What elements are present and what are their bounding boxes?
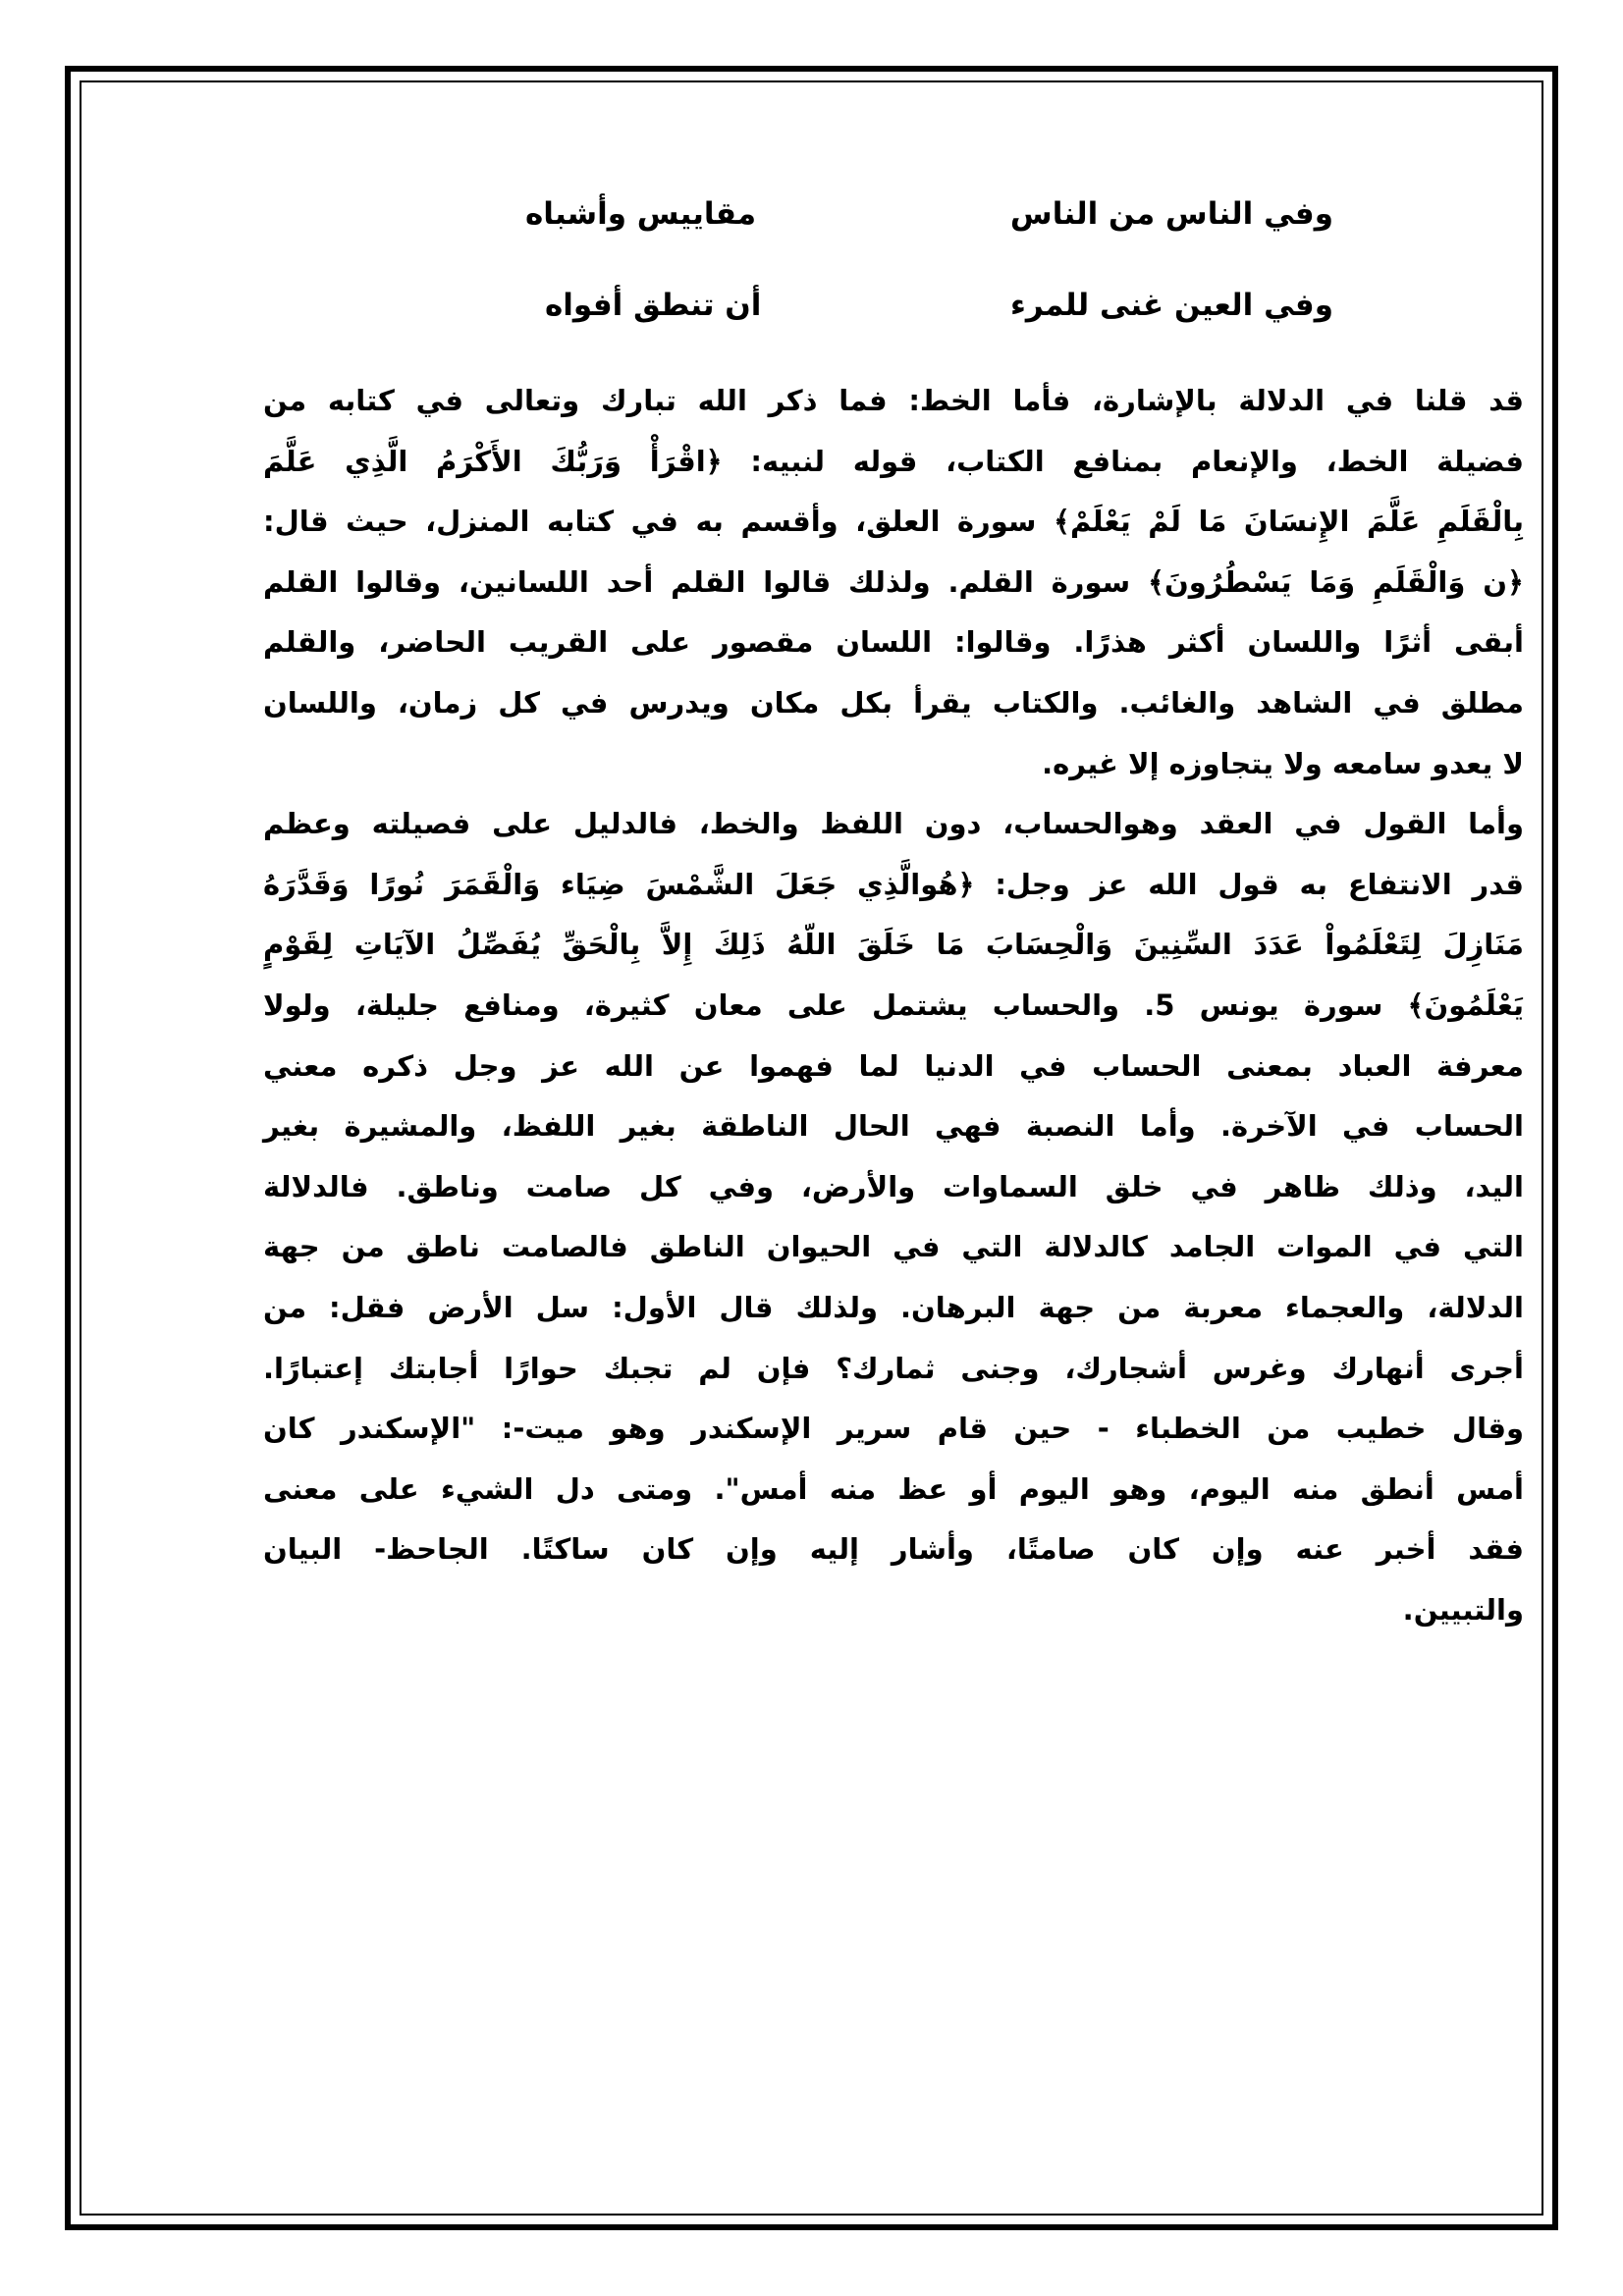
- text-line: الدلالة، والعجماء معربة من جهة البرهان. ولذلك قال الأول: سل الأرض فقل: من: [263, 1290, 1524, 1324]
- poem-second-hemistich: أن تنطق أفواه: [545, 288, 762, 323]
- text-line: والتبيين.: [1402, 1592, 1524, 1627]
- text-line: لا يعدو سامعه ولا يتجاوزه إلا غيره.: [1042, 746, 1524, 780]
- text-line: فضيلة الخط، والإنعام بمنافع الكتاب، قوله لنبيه: ﴿اقْرَأْ وَرَبُّكَ الأَكْرَمُ الَّذِي عَلَّمَ: [263, 444, 1524, 478]
- paragraph: [263, 371, 1524, 794]
- poem-second-hemistich: مقاييس وأشباه: [525, 196, 757, 232]
- text-line: التي في الموات الجامد كالدلالة التي في الحيوان الناطق فالصامت ناطق من جهة: [263, 1230, 1524, 1264]
- text-line: وقال خطيب من الخطباء - حين قام سرير الإسكندر وهو ميت-: "الإسكندر كان: [263, 1412, 1524, 1446]
- text-line: أبقى أثرًا واللسان أكثر هذرًا. وقالوا: اللسان مقصور على القريب الحاضر، والقلم: [263, 625, 1524, 660]
- text-line: ﴿ن وَالْقَلَمِ وَمَا يَسْطُرُونَ﴾ سورة القلم. ولذلك قالوا القلم أحد اللسانين، وقالوا القلم: [263, 564, 1524, 599]
- poem-line: [0, 288, 1623, 379]
- body-text: [263, 371, 1524, 1640]
- text-line: فقد أخبر عنه وإن كان صامتًا، وأشار إليه وإن كان ساكتًا. الجاحظ- البيان: [263, 1532, 1524, 1567]
- text-line: قد قلنا في الدلالة بالإشارة، فأما الخط: فما ذكر الله تبارك وتعالى في كتابه من: [263, 384, 1524, 417]
- text-line: بِالْقَلَمِ عَلَّمَ الإِنسَانَ مَا لَمْ يَعْلَمْ﴾ سورة العلق، وأقسم به في كتابه المنزل، حيث قال:: [263, 505, 1524, 539]
- text-line: مطلق في الشاهد والغائب. والكتاب يقرأ بكل مكان ويدرس في كل زمان، واللسان: [263, 685, 1524, 720]
- poem-first-hemistich: وفي الناس من الناس: [1009, 196, 1333, 232]
- text-line: معرفة العباد بمعنى الحساب في الدنيا لما فهموا عن الله عز وجل ذكره معني: [263, 1048, 1524, 1083]
- text-line: وأما القول في العقد وهوالحساب، دون اللفظ والخط، فالدليل على فصيلته وعظم: [263, 807, 1524, 841]
- text-line: يَعْلَمُونَ﴾ سورة يونس 5. والحساب يشتمل على معان كثيرة، ومنافع جليلة، ولولا: [263, 988, 1524, 1022]
- poem-first-hemistich: وفي العين غنى للمرء: [1009, 288, 1333, 323]
- poem-line: [0, 196, 1623, 288]
- poem-verse: [0, 196, 1623, 379]
- text-line: قدر الانتفاع به قول الله عز وجل: ﴿هُوالَّذِي جَعَلَ الشَّمْسَ ضِيَاء وَالْقَمَرَ نُورًا وَقَدَّرَهُ: [263, 867, 1524, 901]
- paragraph: [263, 794, 1524, 1640]
- text-line: أجرى أنهارك وغرس أشجارك، وجنى ثمارك؟ فإن لم تجبك حوارًا أجابتك إعتبارًا.: [263, 1351, 1524, 1385]
- text-line: مَنَازِلَ لِتَعْلَمُواْ عَدَدَ السِّنِينَ وَالْحِسَابَ مَا خَلَقَ اللّهُ ذَلِكَ إِلاَّ بِالْحَقِّ يُفَصِّلُ الآيَاتِ لِقَوْمٍ: [263, 928, 1524, 962]
- text-line: الحساب في الآخرة. وأما النصبة فهي الحال الناطقة بغير اللفظ، والمشيرة بغير: [263, 1109, 1524, 1144]
- text-line: أمس أنطق منه اليوم، وهو اليوم أو عظ منه أمس". ومتى دل الشيء على معنى: [263, 1471, 1524, 1506]
- text-line: اليد، وذلك ظاهر في خلق السماوات والأرض، وفي كل صامت وناطق. فالدلالة: [263, 1169, 1524, 1203]
